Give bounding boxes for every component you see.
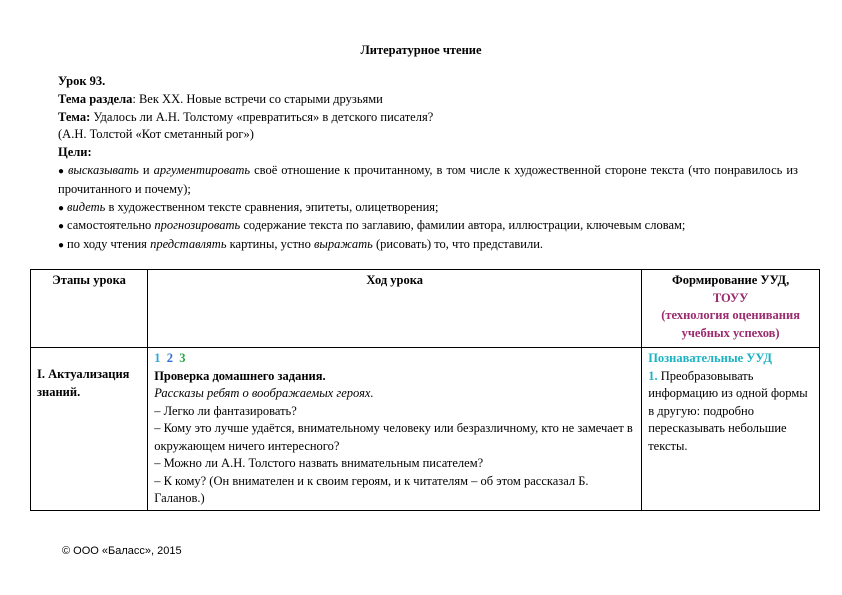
question-2: – Кому это лучше удаётся, внимательному человеку или безразличному, кто не замечает в окружающем ничего интересного? xyxy=(154,421,633,453)
bullet-icon: ● xyxy=(58,165,65,177)
slide-number-2: 2 xyxy=(166,351,173,365)
goal-text: и xyxy=(138,162,154,177)
header-uud-line1: Формирование УУД, xyxy=(671,273,790,287)
question-1: – Легко ли фантазировать? xyxy=(154,403,297,418)
header-touu-desc: (технология оценивания учебных успехов) xyxy=(661,308,800,340)
uud-title: Познавательные УУД xyxy=(648,351,772,365)
goal-text: картины, устно xyxy=(226,237,314,252)
topic-value: Удалось ли А.Н. Толстому «превратиться» в детского писателя? xyxy=(90,109,434,124)
goal-text: (рисовать) то, что представили. xyxy=(372,237,544,252)
lesson-header xyxy=(58,73,798,255)
goal-text: в художественном тексте сравнения, эпитеты, олицетворения; xyxy=(105,199,439,214)
goal-item xyxy=(58,162,798,199)
goal-text: по ходу чтения xyxy=(67,237,151,252)
work-line: (А.Н. Толстой «Кот сметанный рог») xyxy=(58,127,254,142)
progress-cell xyxy=(148,348,642,511)
copyright-footer: © ООО «Баласс», 2015 xyxy=(62,545,182,557)
bullet-icon: ● xyxy=(58,240,65,252)
question-3: – Можно ли А.Н. Толстого назвать внимательным писателем? xyxy=(154,456,484,470)
table-row xyxy=(31,348,820,511)
goal-text: самостоятельно xyxy=(67,218,155,233)
slide-numbers xyxy=(154,350,635,368)
lesson-number: Урок 93. xyxy=(58,74,106,88)
slide-number-1: 1 xyxy=(154,351,161,365)
uud-item-number: 1. xyxy=(648,368,658,383)
section-label: Тема раздела xyxy=(58,91,133,106)
topic-label: Тема: xyxy=(58,109,91,124)
header-touu: ТОУУ xyxy=(712,290,749,305)
goal-item xyxy=(58,236,798,255)
goal-verb: выражать xyxy=(313,237,373,252)
goal-verb: высказывать xyxy=(67,162,139,177)
question-4: – К кому? (Он внимателен и к своим героям, и к читателям – об этом рассказал Б. Галанов.) xyxy=(154,473,589,505)
goal-text: своё отношение к прочитанному, в том числе к художественной стороне текста (что понравилось из прочитанного и почему); xyxy=(58,162,798,196)
goals-label: Цели: xyxy=(58,145,92,160)
section-value: : Век XX. Новые встречи со старыми друзьями xyxy=(132,91,383,106)
goal-verb: представлять xyxy=(150,237,227,252)
stage-cell: I. Актуализация знаний. xyxy=(31,348,148,511)
bullet-icon: ● xyxy=(58,221,65,233)
header-progress: Ход урока xyxy=(148,270,642,348)
homework-check-title: Проверка домашнего задания. xyxy=(154,368,326,383)
goal-item xyxy=(58,199,798,218)
topic-line xyxy=(58,109,798,127)
lesson-table xyxy=(30,269,820,511)
homework-description: Рассказы ребят о воображаемых героях. xyxy=(154,386,374,400)
section-line xyxy=(58,91,798,109)
goals-list xyxy=(58,162,798,255)
goal-item xyxy=(58,217,798,236)
header-stages: Этапы урока xyxy=(31,270,148,348)
table-header-row xyxy=(31,270,820,348)
bullet-icon: ● xyxy=(58,202,65,214)
goal-verb: видеть xyxy=(67,199,106,214)
goal-verb: прогнозировать xyxy=(154,218,241,233)
uud-cell xyxy=(642,348,820,511)
uud-item-text: Преобразовывать информацию из одной формы в другую: подробно пересказывать небольшие тексты. xyxy=(648,368,808,453)
header-uud xyxy=(642,270,820,348)
goal-verb: аргументировать xyxy=(153,162,251,177)
goal-text: содержание текста по заглавию, фамилии автора, иллюстрации, ключевым словам; xyxy=(240,218,686,233)
document-title: Литературное чтение xyxy=(360,43,482,57)
uud-item xyxy=(648,368,813,456)
slide-number-3: 3 xyxy=(179,351,186,365)
